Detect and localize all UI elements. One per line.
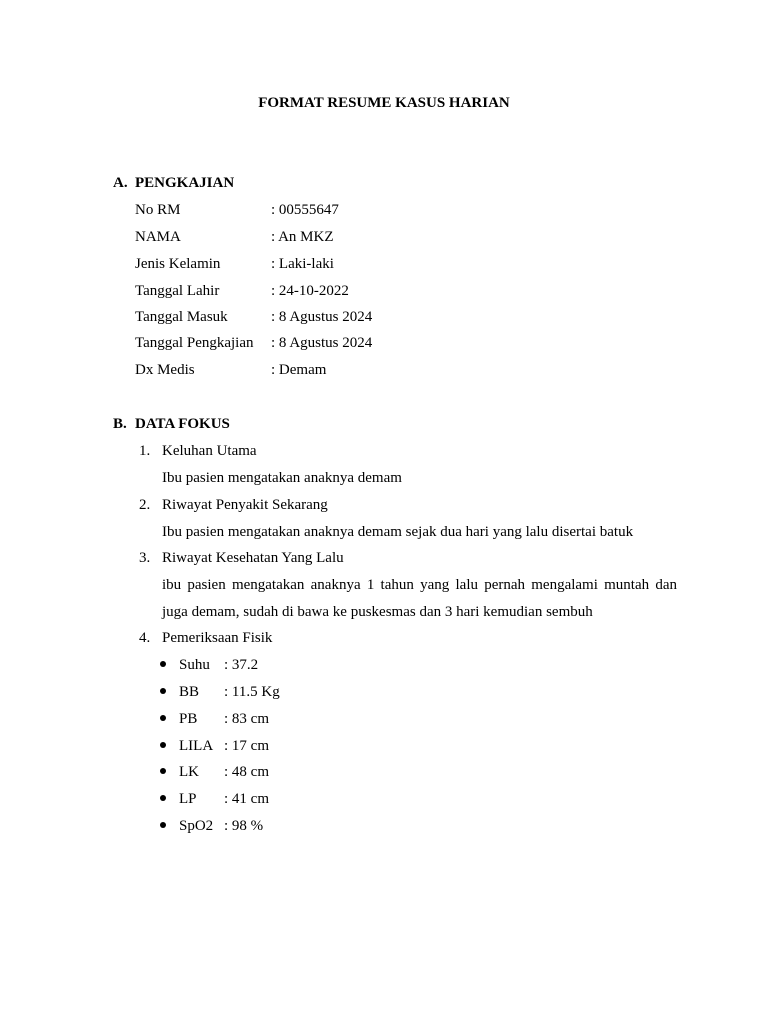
field-value-no-rm: : 00555647 [271, 202, 339, 218]
list-number: 1. [139, 443, 151, 459]
field-value-dx-medis: : Demam [271, 362, 327, 378]
page-title: FORMAT RESUME KASUS HARIAN [258, 95, 510, 111]
item-text-riwayat-kesehatan-line2: juga demam, sudah di bawa ke puskesmas dan 3 hari kemudian sembuh [162, 604, 593, 620]
vital-value-bb: : 11.5 Kg [224, 684, 280, 700]
field-label-tanggal-masuk: Tanggal Masuk [135, 309, 228, 325]
item-title-pemeriksaan-fisik: Pemeriksaan Fisik [162, 630, 273, 646]
field-label-jenis-kelamin: Jenis Kelamin [135, 256, 221, 272]
field-value-jenis-kelamin: : Laki-laki [271, 256, 334, 272]
vital-value-lp: : 41 cm [224, 791, 269, 807]
vital-label-lila: LILA [179, 738, 214, 754]
bullet-icon [160, 768, 166, 774]
field-label-tanggal-lahir: Tanggal Lahir [135, 283, 220, 299]
section-b-heading: DATA FOKUS [135, 416, 230, 432]
item-text-keluhan-utama: Ibu pasien mengatakan anaknya demam [162, 470, 402, 486]
bullet-icon [160, 688, 166, 694]
item-title-riwayat-penyakit-sekarang: Riwayat Penyakit Sekarang [162, 497, 328, 513]
field-label-nama: NAMA [135, 229, 181, 245]
item-text-riwayat-penyakit-sekarang: Ibu pasien mengatakan anaknya demam sejak dua hari yang lalu disertai batuk [162, 524, 634, 540]
vital-value-pb: : 83 cm [224, 711, 269, 727]
field-value-tanggal-masuk: : 8 Agustus 2024 [271, 309, 373, 325]
vital-value-spo2: : 98 % [224, 818, 264, 834]
vital-value-lk: : 48 cm [224, 764, 269, 780]
vital-label-lp: LP [179, 791, 197, 807]
field-value-tanggal-lahir: : 24-10-2022 [271, 283, 349, 299]
section-a-heading: PENGKAJIAN [135, 175, 235, 191]
field-label-dx-medis: Dx Medis [135, 362, 195, 378]
bullet-icon [160, 715, 166, 721]
bullet-icon [160, 661, 166, 667]
list-number: 4. [139, 630, 151, 646]
vital-label-bb: BB [179, 684, 200, 700]
section-a-letter: A. [113, 175, 128, 191]
vital-value-suhu: : 37.2 [224, 657, 259, 673]
bullet-icon [160, 822, 166, 828]
vital-label-spo2: SpO2 [179, 818, 214, 834]
list-number: 2. [139, 497, 151, 513]
bullet-icon [160, 795, 166, 801]
item-title-keluhan-utama: Keluhan Utama [162, 443, 257, 459]
vital-label-lk: LK [179, 764, 199, 780]
bullet-icon [160, 742, 166, 748]
item-text-riwayat-kesehatan-line1: ibu pasien mengatakan anaknya 1 tahun yang lalu pernah mengalami muntah dan [162, 577, 677, 593]
section-b-letter: B. [113, 416, 127, 432]
field-value-tanggal-pengkajian: : 8 Agustus 2024 [271, 335, 373, 351]
item-title-riwayat-kesehatan-yang-lalu: Riwayat Kesehatan Yang Lalu [162, 550, 344, 566]
field-label-tanggal-pengkajian: Tanggal Pengkajian [135, 335, 254, 351]
vital-value-lila: : 17 cm [224, 738, 269, 754]
field-label-no-rm: No RM [135, 202, 181, 218]
field-value-nama: : An MKZ [271, 229, 334, 245]
vital-label-suhu: Suhu [179, 657, 210, 673]
vital-label-pb: PB [179, 711, 198, 727]
list-number: 3. [139, 550, 151, 566]
